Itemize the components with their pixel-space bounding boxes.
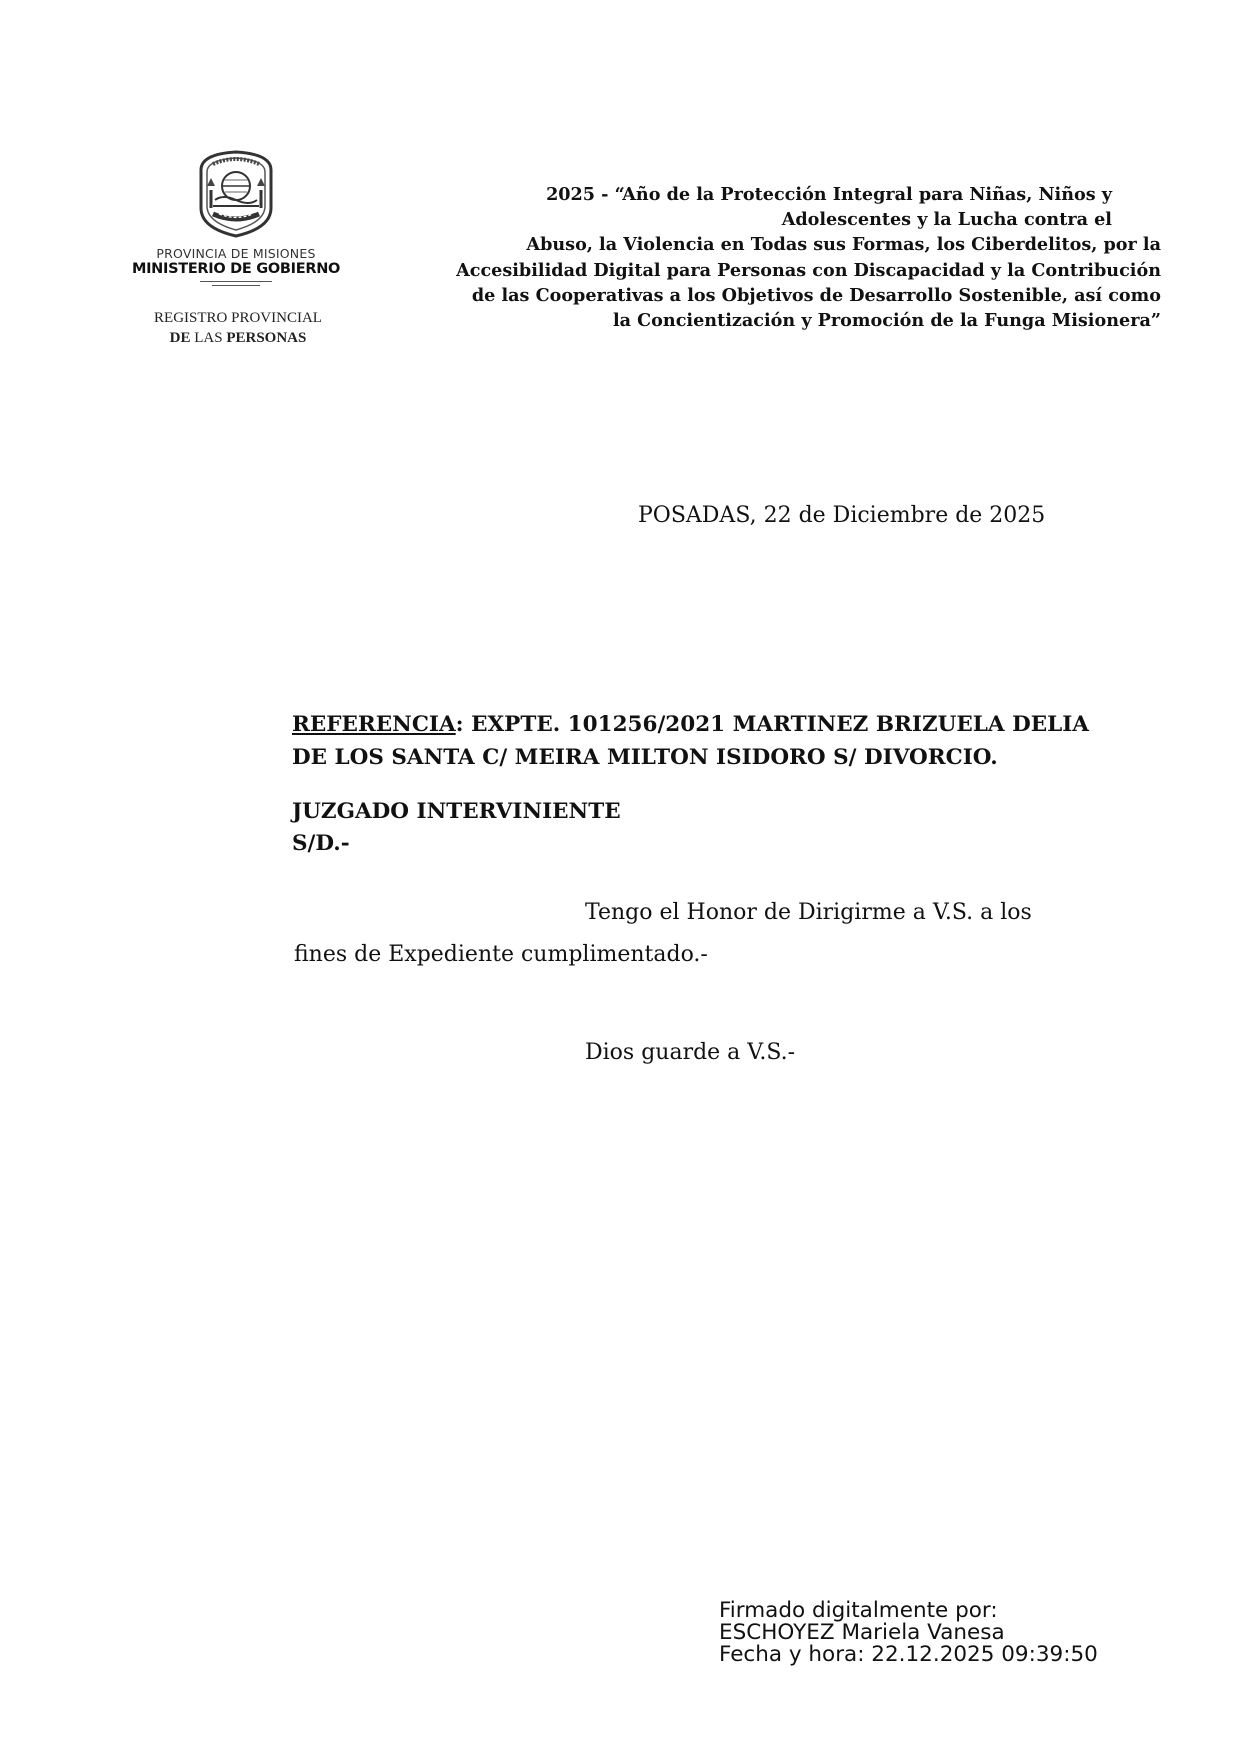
motto-line: 2025 - “Año de la Protección Integral para Niñas, Niños y [546,184,1112,205]
registry-las: LAS [190,330,227,346]
addressee-block [292,796,621,860]
addressee-sd: S/D.- [292,831,350,856]
document-date: POSADAS, 22 de Diciembre de 2025 [638,503,1046,528]
signature-timestamp: Fecha y hora: 22.12.2025 09:39:50 [719,1642,1098,1667]
reference-case: : EXPTE. 101256/2021 MARTINEZ BRIZUELA DELIA [455,712,1089,737]
registry-personas: PERSONAS [226,330,307,346]
signature-label: Firmado digitalmente por: [719,1598,998,1623]
reference-block [292,708,1172,774]
registry-de: DE [169,330,191,346]
motto-line: Adolescentes y la Lucha contra el [781,209,1112,231]
registry-name-line2 [118,330,358,347]
signature-signer: ESCHOYEZ Mariela Vanesa [719,1620,1005,1645]
closing-salutation: Dios guarde a V.S.- [585,1040,796,1065]
motto-line: de las Cooperativas a los Objetivos de Desarrollo Sostenible, así como [471,284,1161,306]
addressee-court: JUZGADO INTERVINIENTE [292,799,621,824]
reference-line1 [292,708,1172,741]
registry-name-line1: REGISTRO PROVINCIAL [154,310,322,326]
body-paragraph-line1: Tengo el Honor de Dirigirme a V.S. a los [585,900,1032,925]
body-paragraph-line2: fines de Expediente cumplimentado.- [294,942,708,967]
motto-line: Accesibilidad Digital para Personas con Discapacidad y la Contribución [456,259,1161,281]
digital-signature [719,1600,1098,1666]
motto-line: la Concientización y Promoción de la Funga Misionera” [612,310,1161,332]
ministry-divider [200,281,272,282]
reference-label: REFERENCIA [292,712,456,737]
ministry-name: MINISTERIO DE GOBIERNO [131,261,341,277]
provincial-seal-icon [193,150,279,238]
ministry-divider-short [212,285,260,286]
motto-line: Abuso, la Violencia en Todas sus Formas, los Ciberdelitos, por la [526,234,1161,256]
year-motto [361,182,1161,333]
province-name: PROVINCIA DE MISIONES [156,246,316,261]
reference-line2: DE LOS SANTA C/ MEIRA MILTON ISIDORO S/ DIVORCIO. [292,745,998,770]
